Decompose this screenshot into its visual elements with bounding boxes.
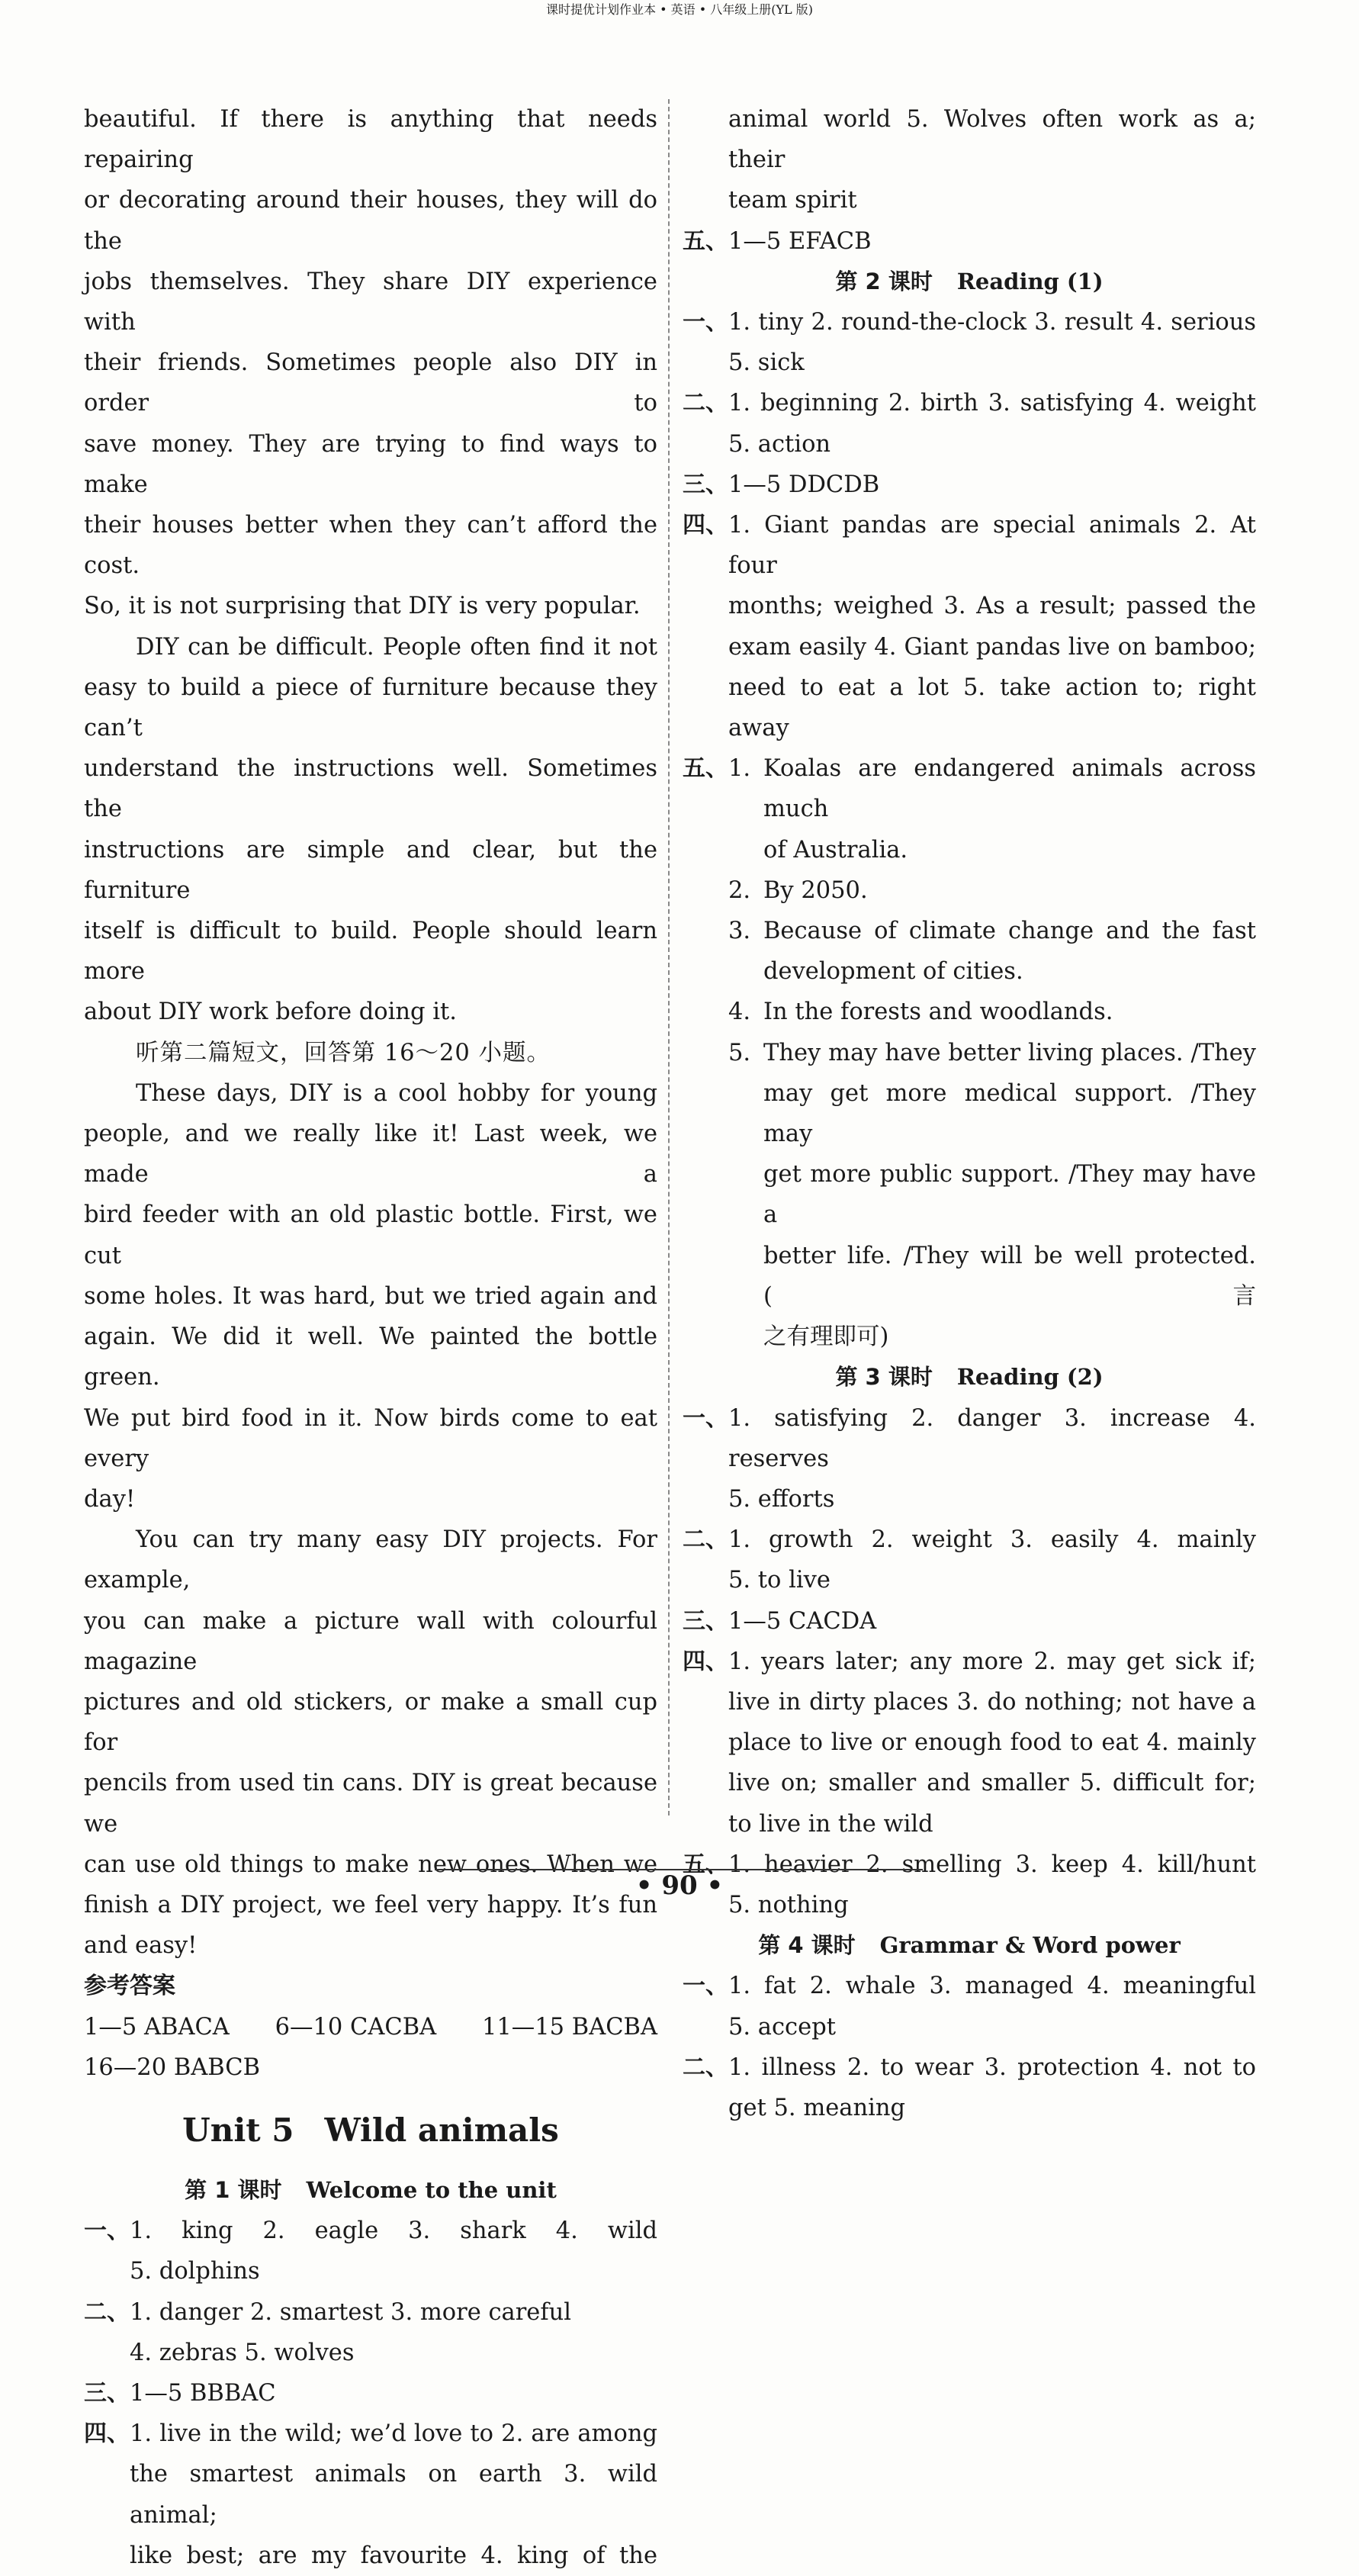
text-line: easy to build a piece of furniture because they can’t	[84, 674, 657, 742]
section-label: 三、	[683, 1607, 728, 1635]
answer-item	[728, 748, 1256, 870]
answer-line: 1. satisfying 2. danger 3. increase 4. reserves	[728, 1404, 1256, 1472]
answer-line: 1. heavier 2. smelling 3. keep 4. kill/hunt	[728, 1851, 1256, 1878]
text-line: again. We did it well. We painted the bottle green.	[84, 1323, 657, 1391]
column-divider	[668, 99, 670, 1815]
answer-line: Because of climate change and the fast	[763, 918, 1256, 945]
answer-group: 6—10 CACBA	[275, 2013, 437, 2041]
answer-line: 1. years later; any more 2. may get sick if;	[728, 1648, 1256, 1675]
item-number: 4.	[728, 999, 751, 1026]
answer-item	[728, 992, 1256, 1032]
left-column	[84, 99, 657, 2576]
answer-line: 4. zebras 5. wolves	[130, 2339, 355, 2366]
answer-line: the smartest animals on earth 3. wild animal;	[130, 2461, 657, 2529]
text-line: people, and we really like it! Last week, we made a	[84, 1121, 657, 1188]
lesson-number: 第 3 课时	[835, 1364, 933, 1391]
answer-line: to live in the wild	[728, 1810, 933, 1838]
section-label: 一、	[84, 2217, 130, 2245]
section-2	[84, 2292, 657, 2373]
answer-line: 1—5 DDCDB	[728, 471, 880, 498]
answer-line: live in dirty places 3. do nothing; not have a	[728, 1688, 1256, 1716]
answer-group: 11—15 BACBA	[481, 2013, 657, 2041]
section-1	[683, 1398, 1256, 1520]
answer-line: 1. illness 2. to wear 3. protection 4. not to	[728, 2053, 1256, 2081]
right-column	[683, 99, 1256, 2128]
paragraph-1	[84, 99, 657, 627]
section-label: 五、	[683, 755, 728, 783]
section-1	[683, 302, 1256, 383]
section-1	[683, 1966, 1256, 2047]
answer-line: 1. live in the wild; we’d love to 2. are among	[130, 2420, 657, 2448]
book-title-footer: 课时提优计划作业本 • 英语 • 八年级上册(YL 版)	[546, 2, 813, 17]
answer-line: 1—5 EFACB	[728, 227, 872, 255]
section-4	[84, 2414, 657, 2576]
answer-line: months; weighed 3. As a result; passed the	[728, 593, 1256, 620]
page-number: • 90 •	[635, 1870, 724, 1901]
lesson-4-heading	[683, 1925, 1256, 1966]
lesson-number: 第 1 课时	[185, 2176, 282, 2203]
section-3	[683, 465, 1256, 505]
answer-line: 1. beginning 2. birth 3. satisfying 4. weight	[728, 390, 1256, 417]
lesson-name: Reading (2)	[956, 1364, 1104, 1391]
section-label: 三、	[683, 471, 728, 498]
section-label: 四、	[683, 1648, 728, 1675]
item-number: 5.	[728, 1039, 751, 1066]
text-line: save money. They are trying to find ways to make	[84, 430, 657, 498]
text-line: beautiful. If there is anything that needs repairing	[84, 106, 657, 174]
section-4	[683, 1642, 1256, 1844]
answer-line: need to eat a lot 5. take action to; right away	[728, 674, 1256, 742]
answer-item	[728, 870, 1256, 911]
answer-line: of Australia.	[763, 836, 908, 863]
answer-line: 1. danger 2. smartest 3. more careful	[130, 2298, 572, 2326]
text-line: DIY can be difficult. People often find it not	[136, 633, 657, 661]
answer-item	[728, 1033, 1256, 1358]
item-number: 1.	[728, 755, 751, 783]
answer-line: 1—5 BBBAC	[130, 2379, 276, 2407]
answer-line: like best; are my favourite 4. king of the	[130, 2542, 657, 2569]
answer-line: 1. tiny 2. round-the-clock 3. result 4. serious	[728, 309, 1256, 336]
answer-line: live on; smaller and smaller 5. difficult for;	[728, 1770, 1256, 1797]
text-line: pictures and old stickers, or make a small cup for	[84, 1688, 657, 1757]
section-4-continued	[683, 99, 1256, 221]
answer-line: 之有理即可)	[763, 1323, 889, 1351]
item-number: 2.	[728, 876, 751, 904]
answer-group: 16—20 BABCB	[84, 2053, 260, 2081]
answer-line: Koalas are endangered animals across much	[763, 755, 1256, 823]
text-line: itself is difficult to build. People should learn more	[84, 918, 657, 986]
answer-line: exam easily 4. Giant pandas live on bamboo;	[728, 633, 1256, 661]
answer-line: 5. dolphins	[130, 2258, 260, 2285]
section-label: 四、	[683, 512, 728, 539]
text-line: finish a DIY project, we feel very happy. It’s fun	[84, 1891, 657, 1918]
lesson-2-heading	[683, 262, 1256, 302]
answer-line: may get more medical support. /They may	[763, 1079, 1256, 1148]
text-line: bird feeder with an old plastic bottle. First, we cut	[84, 1201, 657, 1269]
section-2	[683, 383, 1256, 464]
answer-line: 1. growth 2. weight 3. easily 4. mainly	[728, 1526, 1256, 1554]
answer-line: 5. accept	[728, 2013, 836, 2041]
section-1	[84, 2211, 657, 2291]
lesson-number: 第 4 课时	[758, 1932, 856, 1959]
reference-answers-line	[84, 2007, 657, 2047]
answer-line: 1—5 CACDA	[728, 1607, 877, 1635]
answer-line: 1. Giant pandas are special animals 2. At four	[728, 512, 1256, 580]
text-line: about DIY work before doing it.	[84, 999, 457, 1026]
text-line: and easy!	[84, 1932, 198, 1960]
section-label: 二、	[683, 1526, 728, 1554]
section-label: 五、	[683, 1851, 728, 1878]
lesson-name: Reading (1)	[956, 268, 1104, 294]
answer-line: 1. king 2. eagle 3. shark 4. wild	[130, 2217, 657, 2245]
text-line: you can make a picture wall with colourful magazine	[84, 1607, 657, 1675]
text-line: You can try many easy DIY projects. For example,	[84, 1526, 657, 1594]
section-label: 四、	[84, 2420, 130, 2448]
text-line: their houses better when they can’t afford the cost.	[84, 512, 657, 580]
answer-line: team spirit	[728, 187, 857, 214]
section-label: 三、	[84, 2379, 130, 2407]
text-line: understand the instructions well. Sometimes the	[84, 755, 657, 823]
section-label: 一、	[683, 1973, 728, 2000]
answer-line: 5. nothing	[728, 1891, 849, 1918]
answer-line: 5. action	[728, 430, 831, 458]
text-line: These days, DIY is a cool hobby for young	[136, 1079, 657, 1107]
text-line: some holes. It was hard, but we tried again and	[84, 1282, 657, 1310]
text-line: jobs themselves. They share DIY experience with	[84, 268, 657, 336]
text-line: instructions are simple and clear, but the furniture	[84, 836, 657, 904]
reference-answer-title: 参考答案	[84, 1973, 175, 2000]
lesson-number: 第 2 课时	[835, 268, 933, 294]
lesson-3-heading	[683, 1357, 1256, 1397]
answer-line: get more public support. /They may have a	[763, 1161, 1256, 1229]
answer-line: better life. /They will be well protected. (言	[763, 1242, 1256, 1310]
answer-line: 5. efforts	[728, 1485, 835, 1513]
section-2	[683, 2047, 1256, 2128]
answer-group: 1—5 ABACA	[84, 2013, 230, 2041]
answer-line: 5. sick	[728, 349, 805, 377]
section-label: 二、	[84, 2298, 130, 2326]
answer-line: animal world 5. Wolves often work as a; their	[728, 106, 1256, 174]
section-4	[683, 505, 1256, 748]
lesson-name: Grammar & Word power	[879, 1932, 1181, 1959]
text-line: So, it is not surprising that DIY is very popular.	[84, 593, 641, 620]
answer-item	[728, 911, 1256, 992]
section-5	[683, 221, 1256, 262]
item-number: 3.	[728, 918, 751, 945]
section-label: 二、	[683, 390, 728, 417]
section-3	[84, 2373, 657, 2414]
section-label: 一、	[683, 309, 728, 336]
unit-title	[84, 2108, 657, 2153]
lesson-name: Welcome to the unit	[306, 2176, 557, 2203]
paragraph-3	[84, 1073, 657, 1520]
text-line: their friends. Sometimes people also DIY in order to	[84, 349, 657, 417]
answer-line: By 2050.	[763, 876, 868, 904]
section-5	[683, 748, 1256, 1357]
text-line: can use old things to make new ones. When we	[84, 1851, 657, 1878]
text-line: We put bird food in it. Now birds come to eat every	[84, 1404, 657, 1472]
section-label: 二、	[683, 2053, 728, 2081]
section-2	[683, 1520, 1256, 1600]
answer-line: development of cities.	[763, 958, 1023, 986]
answer-line: get 5. meaning	[728, 2094, 906, 2121]
section-label: 五、	[683, 227, 728, 255]
listening-instruction: 听第二篇短文，回答第 16～20 小题。	[136, 1039, 551, 1066]
answer-line: In the forests and woodlands.	[763, 999, 1113, 1026]
answer-line: 5. to live	[728, 1567, 830, 1594]
text-line: or decorating around their houses, they will do the	[84, 187, 657, 255]
unit-number: Unit 5	[182, 2111, 294, 2149]
paragraph-2	[84, 627, 657, 1033]
answer-line: They may have better living places. /They	[763, 1039, 1256, 1066]
unit-name: Wild animals	[324, 2111, 559, 2149]
text-line: day!	[84, 1485, 136, 1513]
answer-line: place to live or enough food to eat 4. mainly	[728, 1729, 1256, 1757]
answer-line: 1. fat 2. whale 3. managed 4. meaningful	[728, 1973, 1256, 2000]
text-line: pencils from used tin cans. DIY is great because we	[84, 1770, 657, 1838]
section-3	[683, 1601, 1256, 1642]
section-label: 一、	[683, 1404, 728, 1432]
lesson-1-heading	[84, 2170, 657, 2211]
